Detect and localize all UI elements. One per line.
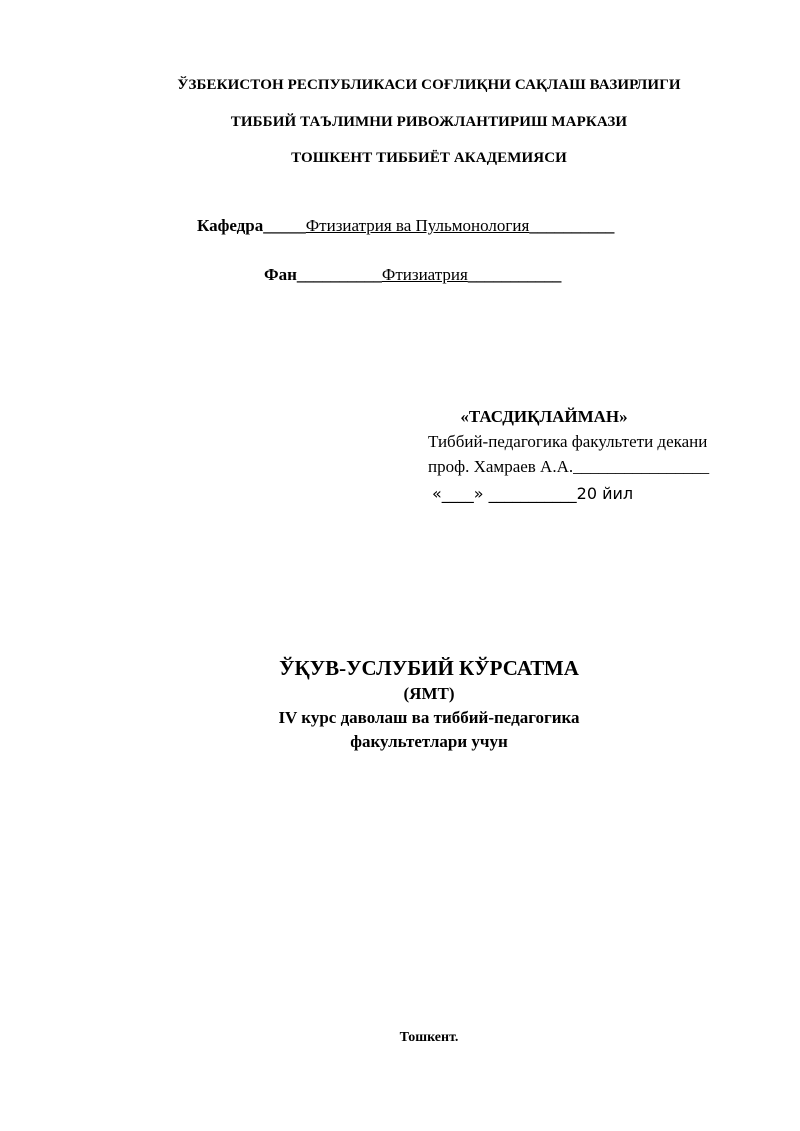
subject-field [264, 265, 561, 285]
department-trail-line: __________ [529, 216, 615, 235]
city-footer: Тошкент. [399, 1030, 459, 1045]
approval-title: «ТАСДИҚЛАЙМАН» [460, 407, 628, 426]
subject-value: Фтизиатрия [381, 265, 468, 284]
approval-signatory: проф. Хамраев А.А.________________ [428, 457, 710, 476]
department-value: Фтизиатрия ва Пульмонология [305, 216, 530, 235]
document-audience-line-1: IV курс даволаш ва тиббий-педагогика [278, 708, 580, 727]
department-lead-line: _____ [263, 216, 306, 235]
academy-heading: ТОШКЕНТ ТИББИЁТ АКАДЕМИЯСИ [291, 150, 567, 166]
approval-position: Тиббий-педагогика факультети декани [428, 432, 708, 451]
document-audience-line-2: факультетлари учун [350, 732, 508, 751]
subject-label: Фан [264, 265, 297, 284]
department-label: Кафедра [197, 216, 264, 235]
ministry-heading: ЎЗБЕКИСТОН РЕСПУБЛИКАСИ СОҒЛИҚНИ САҚЛАШ ВАЗИРЛИГИ [177, 77, 681, 93]
department-field [197, 216, 614, 236]
center-heading: ТИББИЙ ТАЪЛИМНИ РИВОЖЛАНТИРИШ МАРКАЗИ [230, 114, 628, 130]
subject-lead-line: __________ [296, 265, 382, 284]
document-abbreviation: (ЯМТ) [403, 684, 455, 703]
subject-trail-line: ___________ [467, 265, 562, 284]
approval-date-line: «____» ___________20 йил [432, 484, 634, 503]
document-title: ЎҚУВ-УСЛУБИЙ КЎРСАТМА [279, 656, 579, 680]
